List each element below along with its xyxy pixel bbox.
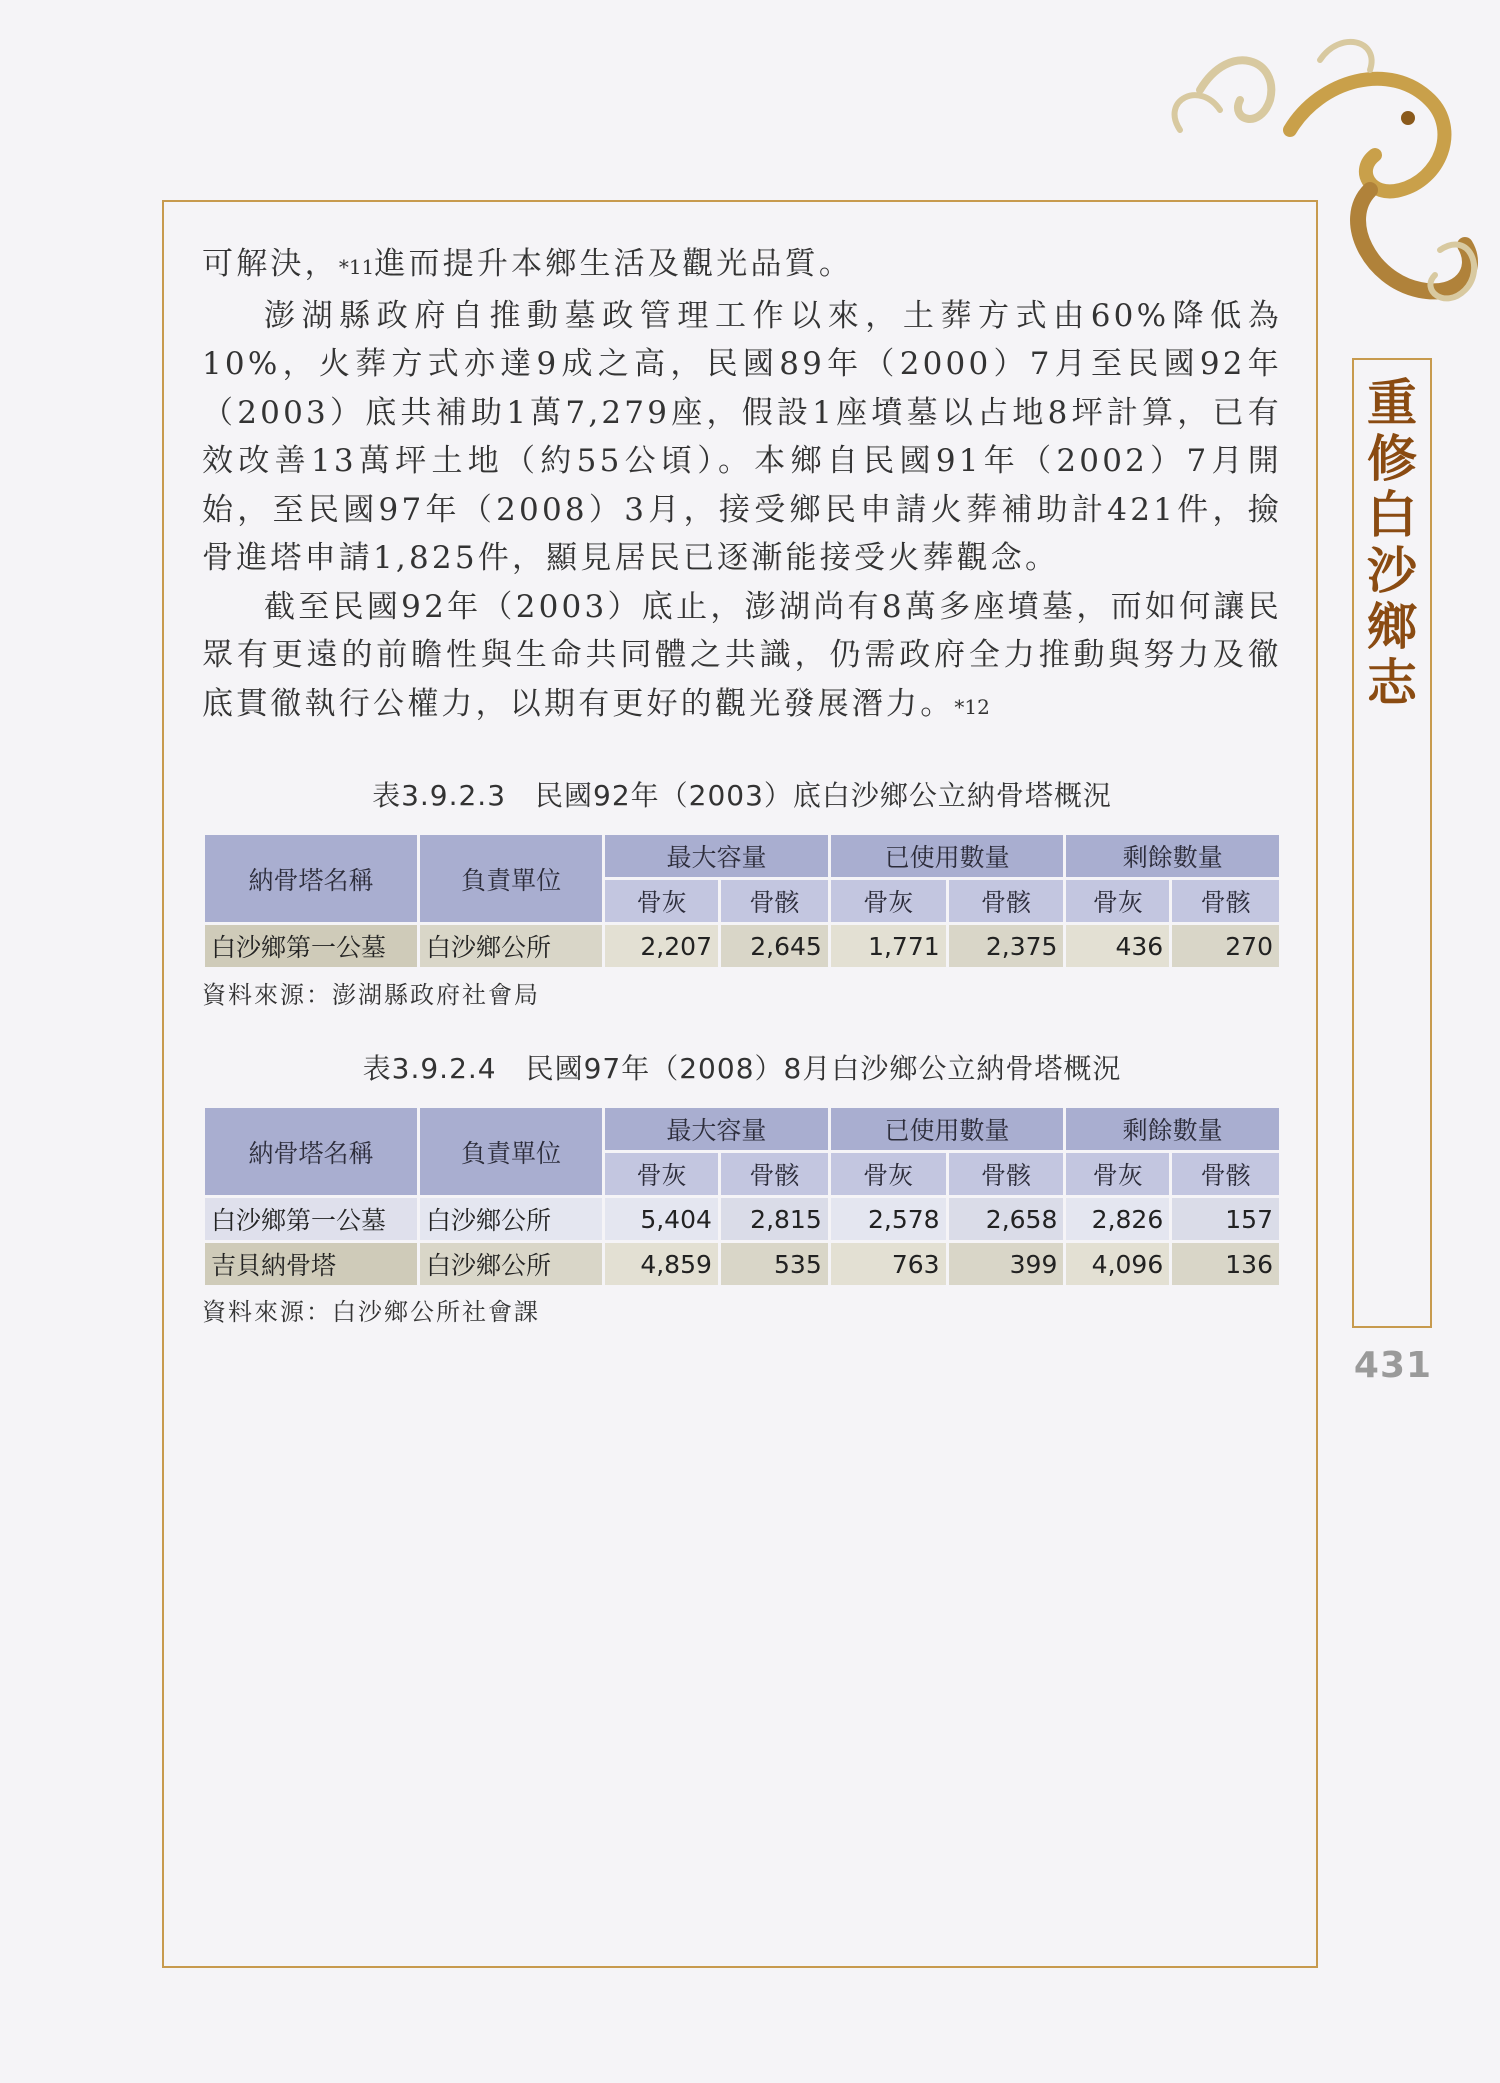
table-caption: 表3.9.2.3 民國92年（2003）底白沙鄉公立納骨塔概況 bbox=[372, 779, 1112, 812]
data-table-1 bbox=[202, 832, 1282, 970]
table-caption: 表3.9.2.4 民國97年（2008）8月白沙鄉公立納骨塔概況 bbox=[362, 1052, 1122, 1085]
header-unit: 負責單位 bbox=[418, 1107, 603, 1197]
cell-value: 157 bbox=[1171, 1197, 1281, 1242]
cell-value: 2,815 bbox=[719, 1197, 829, 1242]
header-used: 已使用數量 bbox=[829, 834, 1065, 879]
header-ash: 骨灰 bbox=[829, 879, 947, 924]
header-bone: 骨骸 bbox=[1171, 1152, 1281, 1197]
header-remain: 剩餘數量 bbox=[1065, 1107, 1281, 1152]
cell-value: 535 bbox=[719, 1242, 829, 1287]
header-max: 最大容量 bbox=[604, 1107, 830, 1152]
cell-value: 4,859 bbox=[604, 1242, 720, 1287]
cell-value: 4,096 bbox=[1065, 1242, 1171, 1287]
header-name: 納骨塔名稱 bbox=[204, 834, 419, 924]
paragraph-2: 澎湖縣政府自推動墓政管理工作以來，土葬方式由60%降低為10%，火葬方式亦達9成之高，民國89年（2000）7月至民國92年（2003）底共補助1萬7,279座，假設1座墳墓以占地8坪計算，已有效改善13萬坪土地（約55公頃）。本鄉自民國91年（2002）7月開始，至民國97年（2008）3月，接受鄉民申請火葬補助計421件，撿骨進塔申請1,825件，顯見居民已逐漸能接受火葬觀念。 bbox=[202, 297, 1282, 576]
header-ash: 骨灰 bbox=[1065, 879, 1171, 924]
header-max: 最大容量 bbox=[604, 834, 830, 879]
cell-unit: 白沙鄉公所 bbox=[418, 1197, 603, 1242]
cell-value: 136 bbox=[1171, 1242, 1281, 1287]
cell-unit: 白沙鄉公所 bbox=[418, 1242, 603, 1287]
cell-value: 5,404 bbox=[604, 1197, 720, 1242]
cell-value: 2,375 bbox=[947, 924, 1065, 969]
header-used: 已使用數量 bbox=[829, 1107, 1065, 1152]
data-table-2 bbox=[202, 1105, 1282, 1288]
cell-value: 2,578 bbox=[829, 1197, 947, 1242]
table-source: 資料來源：澎湖縣政府社會局 bbox=[202, 981, 540, 1009]
footnote-ref: *12 bbox=[954, 694, 990, 719]
table-row bbox=[204, 1242, 1281, 1287]
paragraph-3: 截至民國92年（2003）底止，澎湖尚有8萬多座墳墓，而如何讓民眾有更遠的前瞻性與生命共同體之共識，仍需政府全力推動與努力及徹底貫徹執行公權力，以期有更好的觀光發展潛力。*12 bbox=[202, 588, 1282, 722]
cell-name: 白沙鄉第一公墓 bbox=[204, 1197, 419, 1242]
cell-value: 2,826 bbox=[1065, 1197, 1171, 1242]
header-ash: 骨灰 bbox=[1065, 1152, 1171, 1197]
cell-value: 436 bbox=[1065, 924, 1171, 969]
header-bone: 骨骸 bbox=[947, 1152, 1065, 1197]
cell-value: 2,645 bbox=[719, 924, 829, 969]
header-bone: 骨骸 bbox=[719, 879, 829, 924]
cell-name: 白沙鄉第一公墓 bbox=[204, 924, 419, 969]
cell-value: 2,658 bbox=[947, 1197, 1065, 1242]
cell-value: 1,771 bbox=[829, 924, 947, 969]
header-ash: 骨灰 bbox=[604, 1152, 720, 1197]
header-remain: 剩餘數量 bbox=[1065, 834, 1281, 879]
paragraph-1: 可解決，*11進而提升本鄉生活及觀光品質。 bbox=[202, 246, 854, 282]
header-ash: 骨灰 bbox=[829, 1152, 947, 1197]
body-text bbox=[202, 240, 1282, 731]
cell-value: 2,207 bbox=[604, 924, 720, 969]
header-ash: 骨灰 bbox=[604, 879, 720, 924]
table-row bbox=[204, 924, 1281, 969]
book-title: 重修白沙鄉志 bbox=[1367, 373, 1417, 712]
header-name: 納骨塔名稱 bbox=[204, 1107, 419, 1197]
page-number: 431 bbox=[1353, 1345, 1433, 1386]
header-bone: 骨骸 bbox=[719, 1152, 829, 1197]
footnote-ref: *11 bbox=[338, 255, 375, 279]
cell-unit: 白沙鄉公所 bbox=[419, 924, 604, 969]
header-bone: 骨骸 bbox=[947, 879, 1065, 924]
cell-value: 270 bbox=[1171, 924, 1281, 969]
table-source: 資料來源：白沙鄉公所社會課 bbox=[202, 1298, 540, 1326]
table-row bbox=[204, 1197, 1281, 1242]
cell-value: 399 bbox=[947, 1242, 1065, 1287]
header-unit: 負責單位 bbox=[419, 834, 604, 924]
cell-value: 763 bbox=[829, 1242, 947, 1287]
header-bone: 骨骸 bbox=[1171, 879, 1281, 924]
cell-name: 吉貝納骨塔 bbox=[204, 1242, 419, 1287]
